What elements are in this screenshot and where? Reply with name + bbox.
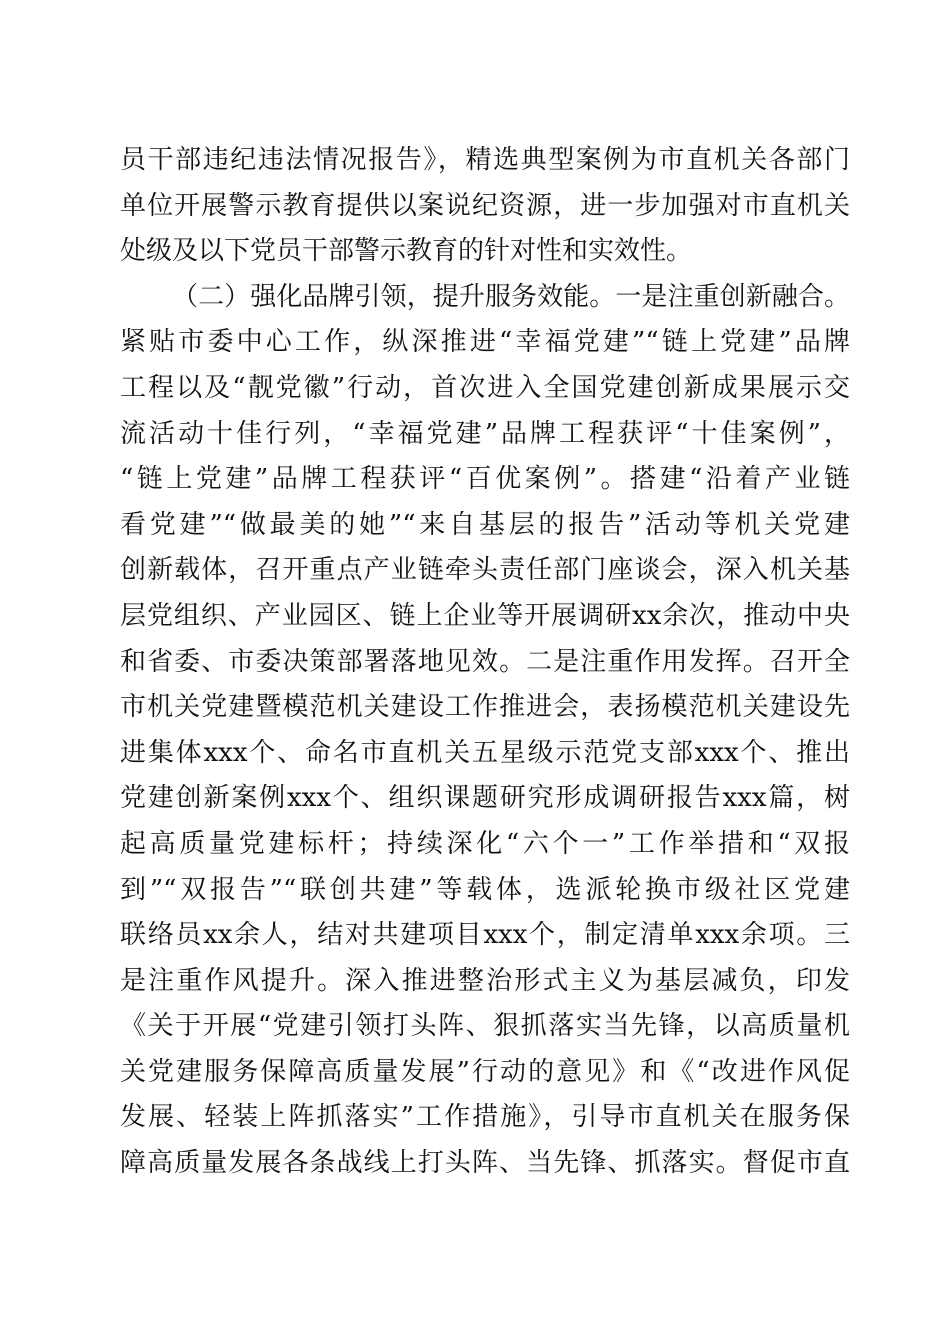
text-line: 《关于开展“党建引领打头阵、狠抓落实当先锋，以高质量机 [120, 1011, 850, 1042]
text-line: 关党建服务保障高质量发展”行动的意见》和《“改进作风促 [120, 1056, 850, 1087]
text-line: 工程以及“靓党徽”行动，首次进入全国党建创新成果展示交 [120, 372, 850, 403]
text-line: 紧贴市委中心工作，纵深推进“幸福党建”“链上党建”品牌 [120, 327, 850, 358]
text-line: 起高质量党建标杆；持续深化“六个一”工作举措和“双报 [120, 828, 850, 859]
text-line: 和省委、市委决策部署落地见效。二是注重作用发挥。召开全 [120, 646, 850, 677]
text-line: 处级及以下党员干部警示教育的针对性和实效性。 [120, 236, 693, 267]
text-line: 市机关党建暨模范机关建设工作推进会，表扬模范机关建设先 [120, 692, 850, 723]
text-line: 党建创新案例xxx个、组织课题研究形成调研报告xxx篇，树 [120, 783, 850, 814]
document-body [120, 138, 850, 1187]
section-heading-line: （二）强化品牌引领，提升服务效能。一是注重创新融合。 [172, 281, 850, 312]
text-line: 员干部违纪违法情况报告》，精选典型案例为市直机关各部门 [120, 145, 850, 175]
text-line: 创新载体，召开重点产业链牵头责任部门座谈会，深入机关基 [120, 555, 850, 586]
text-line: 发展、轻装上阵抓落实”工作措施》，引导市直机关在服务保 [120, 1102, 850, 1133]
text-line: 看党建”“做最美的她”“来自基层的报告”活动等机关党建 [120, 509, 850, 540]
text-line: 到”“双报告”“联创共建”等载体，选派轮换市级社区党建 [120, 874, 850, 905]
text-line: “链上党建”品牌工程获评“百优案例”。搭建“沿着产业链 [120, 464, 850, 495]
text-line: 障高质量发展各条战线上打头阵、当先锋、抓落实。督促市直 [120, 1148, 850, 1179]
text-line: 是注重作风提升。深入推进整治形式主义为基层减负，印发 [120, 965, 850, 996]
text-line: 层党组织、产业园区、链上企业等开展调研xx余次，推动中央 [120, 600, 850, 631]
text-line: 流活动十佳行列，“幸福党建”品牌工程获评“十佳案例”， [120, 418, 850, 449]
text-line: 联络员xx余人，结对共建项目xxx个，制定清单xxx余项。三 [120, 920, 850, 951]
text-line: 进集体xxx个、命名市直机关五星级示范党支部xxx个、推出 [120, 737, 850, 768]
text-line: 单位开展警示教育提供以案说纪资源，进一步加强对市直机关 [120, 190, 850, 221]
